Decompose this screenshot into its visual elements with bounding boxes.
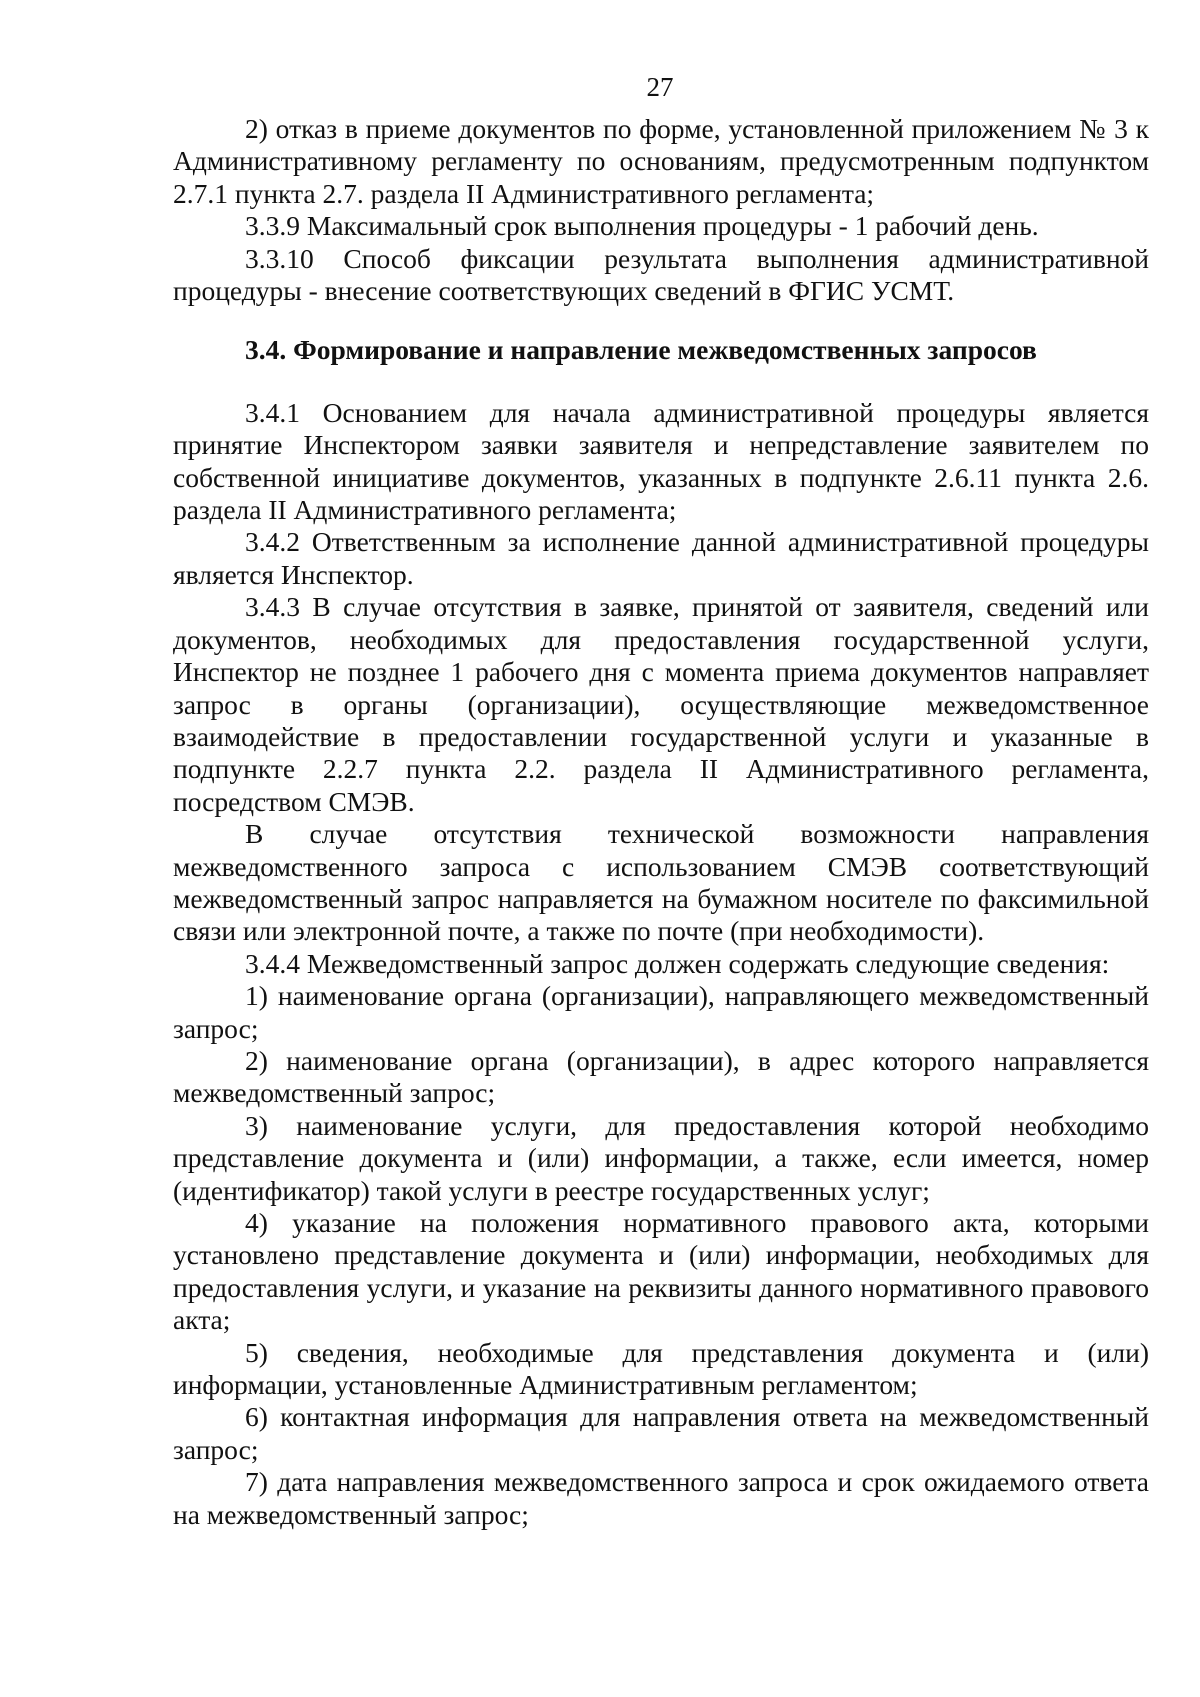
list-item-6: 6) контактная информация для направления ответа на межведомственный запрос; — [173, 1401, 1149, 1465]
paragraph-3-4-2: 3.4.2 Ответственным за исполнение данной административной процедуры является Инспектор. — [173, 526, 1149, 590]
document-body — [173, 113, 1149, 1531]
paragraph-3-4-1: 3.4.1 Основанием для начала административной процедуры является принятие Инспектором заявки заявителя и непредставление заявителем по собственной инициативе документов, указанных в подпункте 2.6.11 пункта 2.6. раздела II Административного регламента; — [173, 396, 1149, 526]
paragraph-3-4-3: 3.4.3 В случае отсутствия в заявке, принятой от заявителя, сведений или документов, необходимых для предоставления государственной услуги, Инспектор не позднее 1 рабочего дня с момента приема документов направляет запрос в органы (организации), осуществляющие межведомственное взаимодействие в предоставлении государственной услуги и указанные в подпункте 2.2.7 пункта 2.2. раздела II Административного регламента, посредством СМЭВ. — [173, 591, 1149, 817]
paragraph-refusal-item: 2) отказ в приеме документов по форме, установленной приложением № 3 к Административному регламенту по основаниям, предусмотренным подпунктом 2.7.1 пункта 2.7. раздела II Административного регламента; — [173, 113, 1149, 209]
list-item-2: 2) наименование органа (организации), в адрес которого направляется межведомственный запрос; — [173, 1044, 1149, 1109]
paragraph-3-4-4: 3.4.4 Межведомственный запрос должен содержать следующие сведения: — [245, 947, 1110, 979]
section-heading-3-4: 3.4. Формирование и направление межведомственных запросов — [245, 334, 1037, 366]
list-item-7: 7) дата направления межведомственного запроса и срок ожидаемого ответа на межведомственный запрос; — [173, 1466, 1149, 1530]
page-number: 27 — [646, 72, 674, 102]
paragraph-smev-absence: В случае отсутствия технической возможности направления межведомственного запроса с использованием СМЭВ соответствующий межведомственный запрос направляется на бумажном носителе по факсимильной связи или электронной почте, а также по почте (при необходимости). — [173, 818, 1149, 947]
list-item-3: 3) наименование услуги, для предоставления которой необходимо представление документа и (или) информации, а также, если имеется, номер (идентификатор) такой услуги в реестре государственных услуг; — [173, 1109, 1149, 1206]
list-item-5: 5) сведения, необходимые для представления документа и (или) информации, установленные Административным регламентом; — [173, 1336, 1149, 1401]
paragraph-3-3-10: 3.3.10 Способ фиксации результата выполнения административной процедуры - внесение соответствующих сведений в ФГИС УСМТ. — [173, 242, 1149, 307]
paragraph-3-3-9: 3.3.9 Максимальный срок выполнения процедуры - 1 рабочий день. — [245, 210, 1039, 242]
list-item-1: 1) наименование органа (организации), направляющего межведомственный запрос; — [173, 980, 1149, 1044]
list-item-4: 4) указание на положения нормативного правового акта, которыми установлено представление документа и (или) информации, необходимых для предоставления услуги, и указание на реквизиты данного нормативного правового акта; — [173, 1207, 1149, 1336]
